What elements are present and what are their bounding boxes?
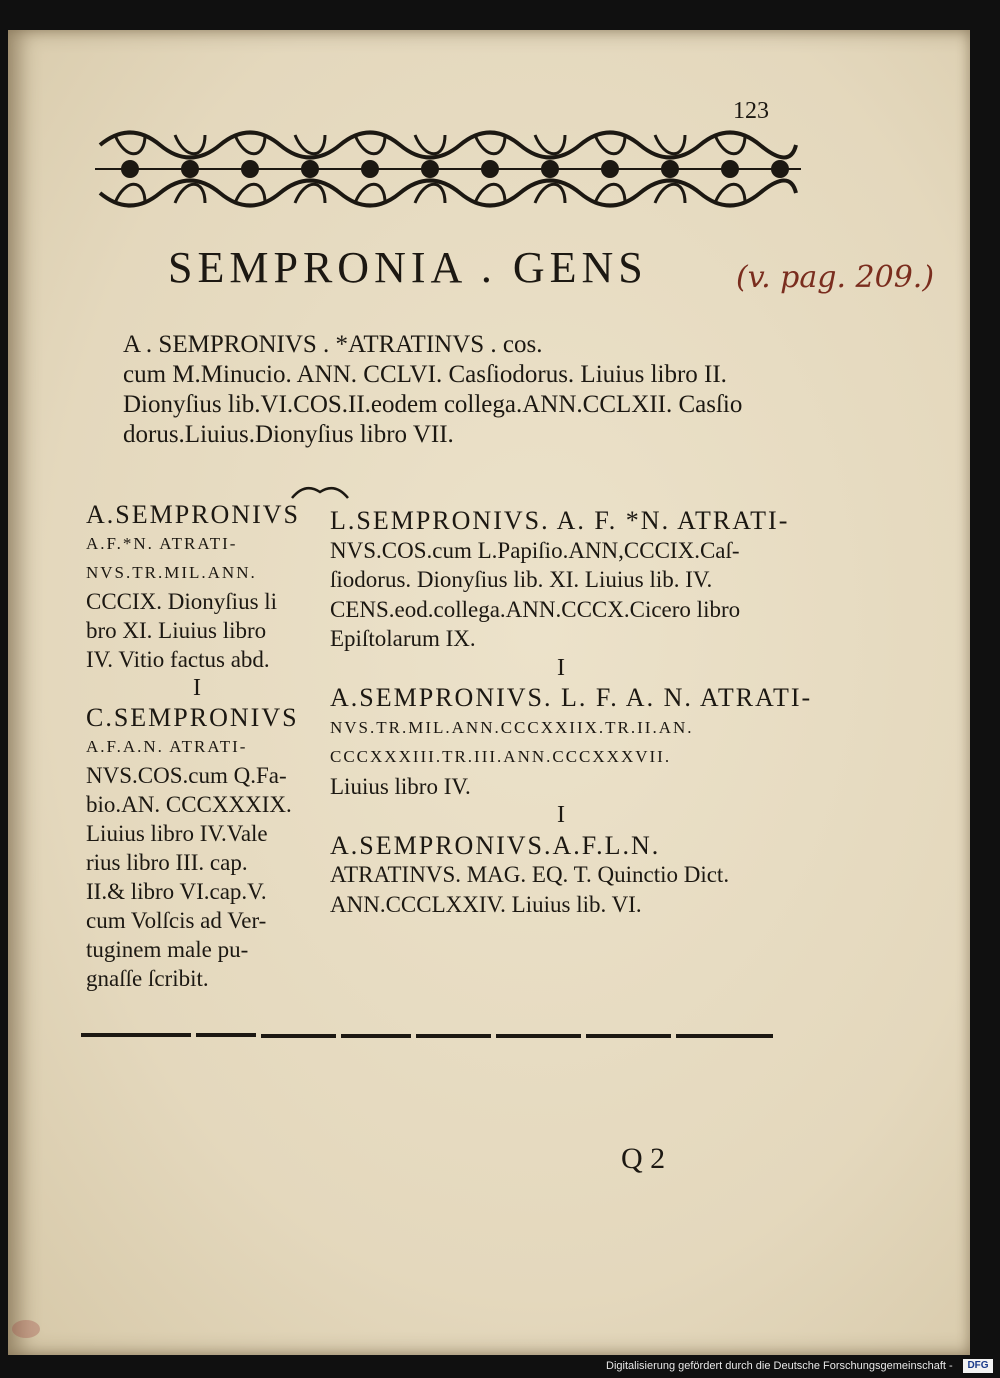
right-column (330, 506, 813, 919)
closing-rule (81, 1030, 773, 1042)
left-line: cum Volſcis ad Ver- (86, 908, 267, 933)
left-line: A.F.*N. ATRATI- (86, 534, 238, 553)
right-line: CENS.eod.collega.ANN.CCCX.Cicero libro (330, 596, 741, 622)
left-line: CCCIX. Dionyſius li (86, 589, 278, 614)
right-line: A.SEMPRONIVS.A.F.L.N. (330, 830, 661, 860)
section-separator: I (193, 675, 201, 701)
right-line: NVS.COS.cum L.Papiſio.ANN,CCCIX.Caſ- (330, 537, 740, 563)
brace-mark (290, 480, 350, 502)
intro-line: cum M.Minucio. ANN. CCLVI. Casſiodorus. Liuius libro II. (123, 361, 727, 388)
right-line: L.SEMPRONIVS. A. F. *N. ATRATI- (330, 506, 790, 535)
left-line: IV. Vitio factus abd. (86, 647, 270, 672)
left-line: NVS.COS.cum Q.Fa- (86, 763, 287, 788)
folio-number: 123 (733, 98, 769, 124)
left-line: A.F.A.N. ATRATI- (86, 737, 248, 756)
book-page (8, 30, 970, 1355)
left-line: II.& libro VI.cap.V. (86, 879, 267, 904)
section-separator: I (557, 654, 565, 681)
page-title: SEMPRONIA . GENS (168, 243, 648, 292)
right-line: CCCXXXIII.TR.III.ANN.CCCXXXVII. (330, 747, 672, 766)
right-line: Epiſtolarum IX. (330, 626, 476, 651)
left-line: Liuius libro IV.Vale (86, 821, 268, 846)
intro-line: Dionyſius lib.VI.COS.II.eodem collega.ANN.CCLXII. Casſio (123, 391, 743, 418)
right-line: NVS.TR.MIL.ANN.CCCXXIIX.TR.II.AN. (330, 717, 694, 737)
right-line: ATRATINVS. MAG. EQ. T. Quinctio Dict. (330, 862, 730, 887)
red-smudge (12, 1320, 40, 1338)
right-line: ANN.CCCLXXIV. Liuius lib. VI. (330, 891, 642, 917)
intro-paragraph (123, 330, 783, 450)
left-line: bio.AN. CCCXXXIX. (86, 792, 292, 817)
left-column (86, 500, 318, 993)
catchword-signature: Q 2 (621, 1142, 666, 1175)
left-line: NVS.TR.MIL.ANN. (86, 563, 257, 582)
left-line: A.SEMPRONIVS (86, 500, 300, 529)
right-line: Liuius libro IV. (330, 773, 471, 799)
left-line: rius libro III. cap. (86, 850, 248, 875)
left-line: C.SEMPRONIVS (86, 703, 299, 732)
ornamental-headpiece (90, 115, 806, 223)
right-line: A.SEMPRONIVS. L. F. A. N. ATRATI- (330, 683, 813, 712)
intro-line: dorus.Liuius.Dionyſius libro VII. (123, 421, 454, 448)
handwritten-annotation: (v. pag. 209.) (736, 260, 935, 295)
right-line: ſiodorus. Dionyſius lib. XI. Liuius lib. IV. (330, 567, 713, 592)
digitization-credit: Digitalisierung gefördert durch die Deutsche Forschungsgemeinschaft - (606, 1360, 953, 1372)
intro-line: A . SEMPRONIVS . *ATRATINVS . cos. (123, 331, 543, 358)
left-line: gnaſſe ſcribit. (86, 966, 209, 991)
dfg-logo: DFG (963, 1359, 993, 1373)
left-line: tuginem male pu- (86, 937, 249, 962)
section-separator: I (557, 802, 565, 828)
left-line: bro XI. Liuius libro (86, 618, 267, 643)
